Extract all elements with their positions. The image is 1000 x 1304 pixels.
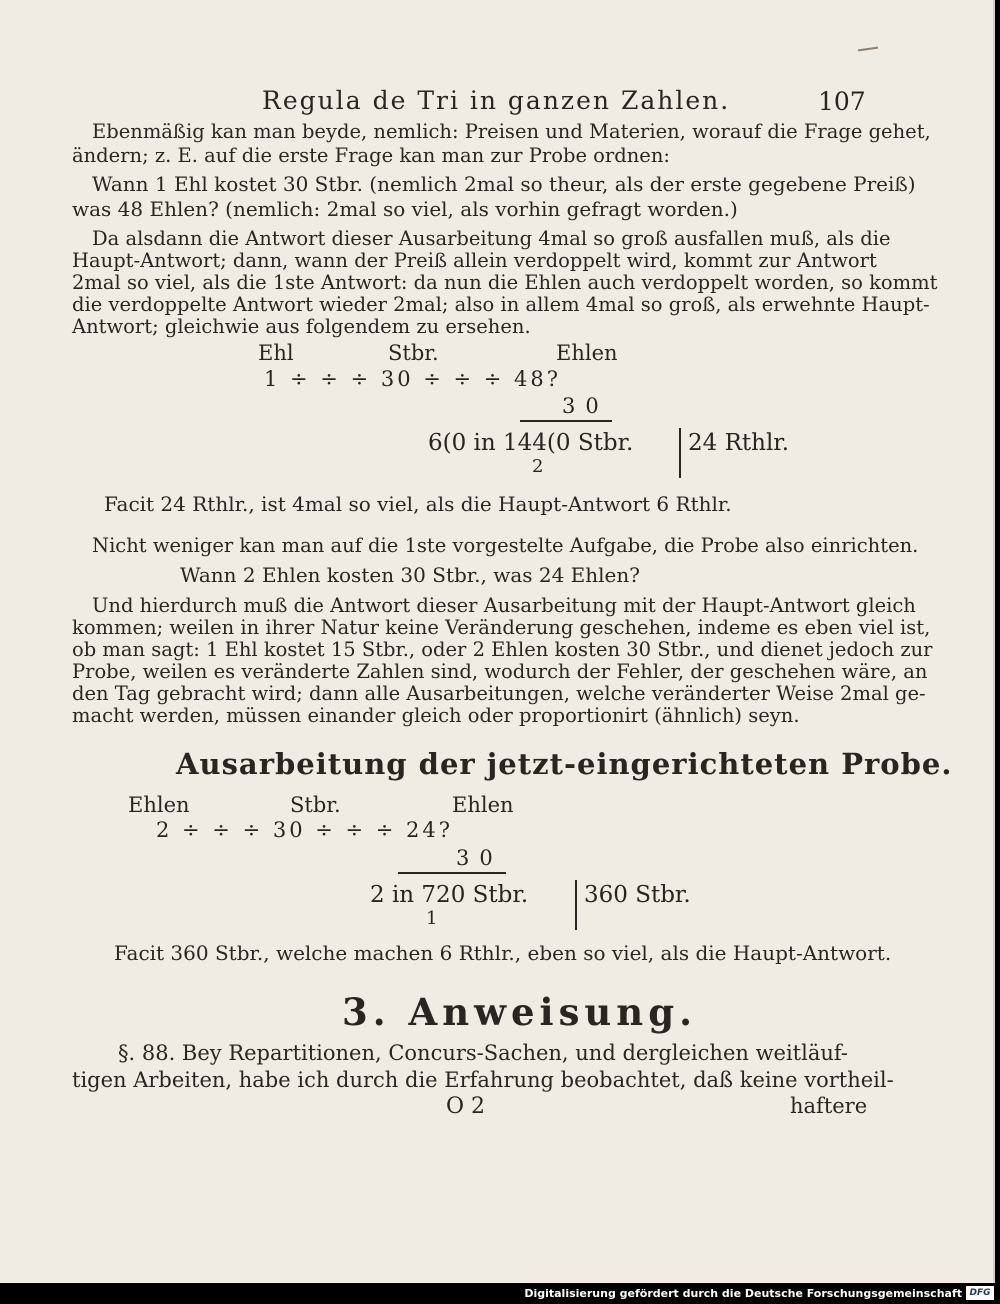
scheme-result: 24 Rthlr.: [688, 430, 790, 456]
scheme-header: Stbr.: [290, 793, 341, 817]
text-line: Da alsdann die Antwort dieser Ausarbeitung 4mal so groß ausfallen muß, als die: [92, 227, 891, 250]
text-line: Antwort; gleichwie aus folgendem zu ersehen.: [72, 315, 531, 338]
text-line: Haupt-Antwort; dann, wann der Preiß allein verdoppelt wird, kommt zur Antwort: [72, 249, 877, 272]
question-line: was 48 Ehlen? (nemlich: 2mal so viel, als vorhin gefragt worden.): [72, 197, 738, 221]
scheme-remainder: 1: [426, 908, 438, 929]
scheme-division: 6(0 in 144(0 Stbr.: [428, 430, 634, 456]
scheme-result: 360 Stbr.: [584, 882, 691, 908]
scheme-header: Ehlen: [452, 793, 514, 817]
text-line: die verdoppelte Antwort wieder 2mal; also in allem 4mal so groß, als erwehnte Haupt-: [72, 293, 930, 316]
scheme-divider: [679, 428, 681, 478]
section-line: tigen Arbeiten, habe ich durch die Erfahrung beobachtet, daß keine vortheil-: [72, 1068, 894, 1092]
scheme-row: 1 ÷ ÷ ÷ 30 ÷ ÷ ÷ 48?: [264, 367, 562, 391]
scheme-rule: [398, 872, 506, 874]
text-line: Probe, weilen es veränderte Zahlen sind, wodurch der Fehler, der geschehen wäre, an: [72, 660, 928, 683]
heading-probe: Ausarbeitung der jetzt-eingerichteten Probe.: [176, 747, 953, 781]
text-line: ändern; z. E. auf die erste Frage kan man zur Probe ordnen:: [72, 144, 670, 167]
footer-text: Digitalisierung gefördert durch die Deutsche Forschungsgemeinschaft: [524, 1287, 962, 1300]
text-line: macht werden, müssen einander gleich oder proportionirt (ähnlich) seyn.: [72, 704, 800, 727]
text-line: Nicht weniger kan man auf die 1ste vorgestelte Aufgabe, die Probe also einrichten.: [92, 534, 919, 557]
text-line: den Tag gebracht wird; dann alle Ausarbeitungen, welche veränderter Weise 2mal ge-: [72, 682, 926, 705]
scheme-header: Ehlen: [556, 341, 618, 365]
text-line: ob man sagt: 1 Ehl kostet 15 Stbr., oder 2 Ehlen kosten 30 Stbr., und dienet jedoch zur: [72, 638, 933, 661]
scheme-remainder: 2: [532, 456, 544, 477]
scheme-rule: [520, 420, 612, 422]
facit-line: Facit 24 Rthlr., ist 4mal so viel, als die Haupt-Antwort 6 Rthlr.: [104, 492, 732, 516]
heading-anweisung: 3. Anweisung.: [342, 990, 697, 1034]
scheme-header: Ehlen: [128, 793, 190, 817]
scheme-multiplier: 30: [562, 394, 609, 418]
text-line: Und hierdurch muß die Antwort dieser Ausarbeitung mit der Haupt-Antwort gleich: [92, 594, 916, 617]
scheme-header: Ehl: [258, 341, 294, 365]
scheme-division: 2 in 720 Stbr.: [370, 882, 529, 908]
text-line: kommen; weilen in ihrer Natur keine Veränderung geschehen, indeme es eben viel ist,: [72, 616, 931, 639]
scheme-divider: [575, 880, 577, 930]
scheme-row: 2 ÷ ÷ ÷ 30 ÷ ÷ ÷ 24?: [156, 818, 454, 842]
running-title: Regula de Tri in ganzen Zahlen.: [262, 86, 731, 115]
text-line: 2mal so viel, als die 1ste Antwort: da nun die Ehlen auch verdoppelt worden, so kommt: [72, 271, 938, 294]
digitization-footer: [0, 1283, 1000, 1304]
text-line: Ebenmäßig kan man beyde, nemlich: Preisen und Materien, worauf die Frage gehet,: [92, 120, 931, 143]
question-line: Wann 1 Ehl kostet 30 Stbr. (nemlich 2mal so theur, als der erste gegebene Preiß): [92, 172, 916, 196]
scheme-header: Stbr.: [388, 341, 439, 365]
section-line: §. 88. Bey Repartitionen, Concurs-Sachen, und dergleichen weitläuf-: [118, 1041, 849, 1065]
signature-mark: O 2: [446, 1094, 486, 1119]
page-number: 107: [818, 87, 866, 116]
dfg-logo-icon: DFG: [966, 1286, 994, 1300]
question-line: Wann 2 Ehlen kosten 30 Stbr., was 24 Ehlen?: [180, 563, 640, 587]
scheme-multiplier: 30: [456, 846, 503, 870]
catchword: haftere: [790, 1094, 868, 1118]
facit-line: Facit 360 Stbr., welche machen 6 Rthlr., eben so viel, als die Haupt-Antwort.: [114, 941, 892, 965]
margin-mark: [858, 47, 878, 52]
